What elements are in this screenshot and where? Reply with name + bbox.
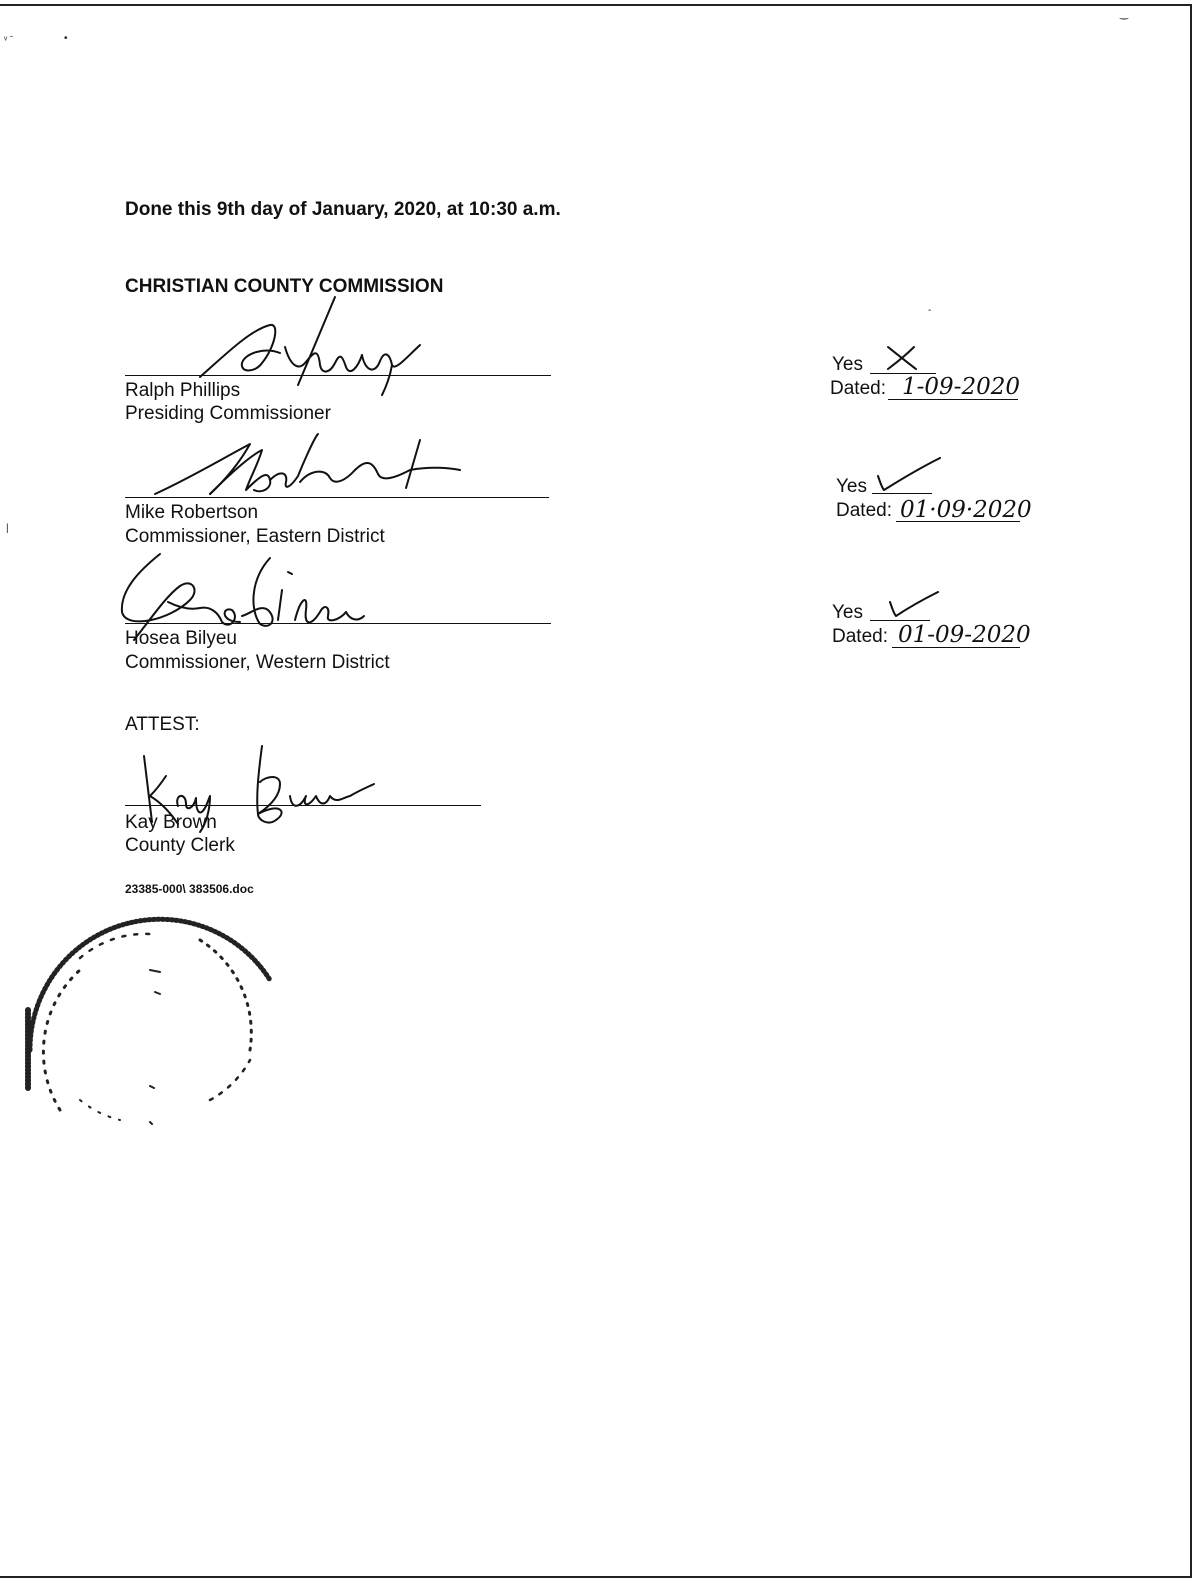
vote-yes-label: Yes (832, 354, 863, 375)
scan-speck: ‿ (1120, 9, 1129, 20)
scan-speck: | (6, 523, 9, 534)
signer-name: Ralph Phillips (125, 380, 241, 401)
signer-title: Commissioner, Western District (125, 652, 390, 673)
signer-title: Presiding Commissioner (125, 403, 331, 424)
signer-name: Mike Robertson (125, 502, 259, 523)
signer-name: Hosea Bilyeu (125, 628, 237, 649)
page-border-bottom (0, 1576, 1192, 1578)
handwritten-date: 1-09-2020 (902, 374, 1020, 400)
signature-line (125, 497, 549, 498)
vote-line (870, 620, 930, 621)
vote-yes-label: Yes (832, 602, 863, 623)
clerk-name: Kay Brown (125, 812, 217, 833)
signer-title: Commissioner, Eastern District (125, 526, 385, 547)
signature-line (125, 375, 551, 376)
signature-line (125, 623, 551, 624)
signature-mike-robertson (150, 430, 470, 510)
page-border-right (1190, 4, 1192, 1578)
handwritten-date: 01·09·2020 (900, 497, 1032, 523)
checkmark-icon (886, 588, 942, 620)
attest-label: ATTEST: (125, 714, 200, 735)
document-reference: 23385-000\ 383506.doc (125, 882, 254, 896)
checkmark-icon (874, 454, 944, 494)
dated-label: Dated: (832, 626, 888, 647)
x-mark-icon (884, 343, 920, 373)
done-statement: Done this 9th day of January, 2020, at 10:30 a.m. (125, 199, 561, 220)
commission-title: CHRISTIAN COUNTY COMMISSION (125, 276, 444, 297)
dated-label: Dated: (836, 500, 892, 521)
scan-speck: - (928, 305, 932, 316)
vote-yes-label: Yes (836, 476, 867, 497)
handwritten-date: 01-09-2020 (898, 622, 1031, 648)
county-seal-stamp-icon (20, 900, 300, 1140)
dated-label: Dated: (830, 378, 886, 399)
page-border-top (0, 4, 1192, 6)
signature-line (125, 805, 481, 806)
clerk-title: County Clerk (125, 835, 235, 856)
scan-speck: • (64, 33, 68, 44)
scan-speck: ᵛ ˉ (4, 35, 14, 46)
